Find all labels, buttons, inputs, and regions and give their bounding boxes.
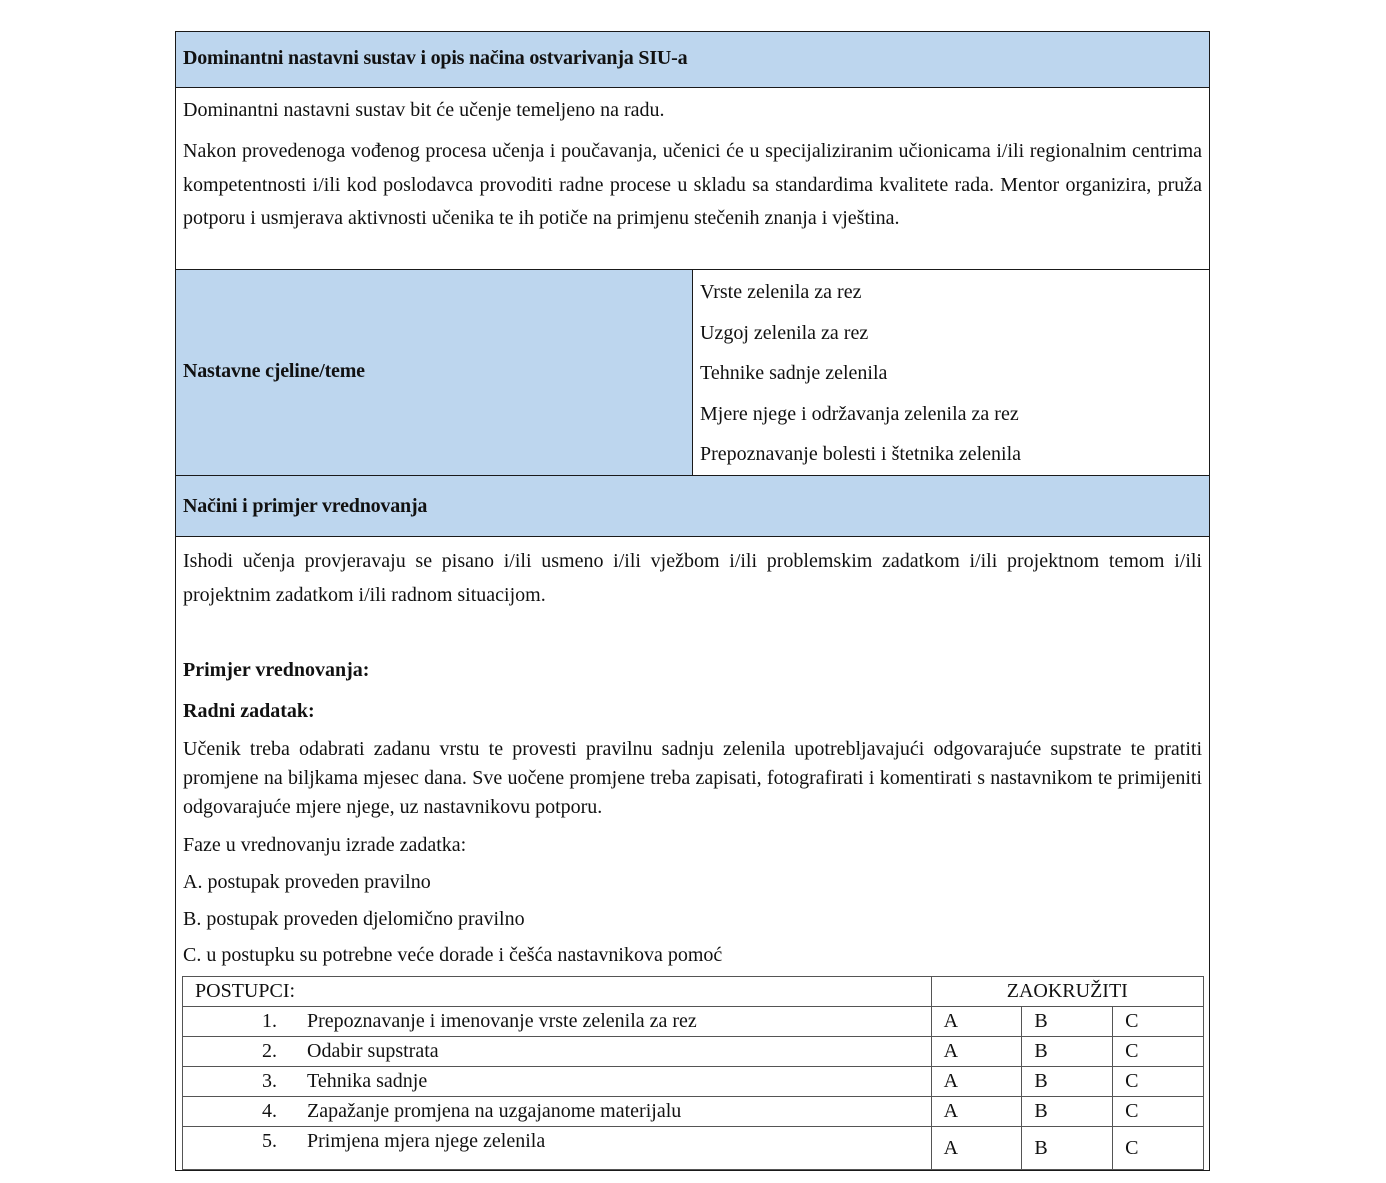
- table-row: [183, 1127, 1204, 1170]
- paragraph: Nakon provedenoga vođenog procesa učenja i poučavanja, učenici će u specijaliziranim učionicama i/ili regionalnim centrima kompetentnosti i/ili kod poslodavca provoditi radne procese u skladu sa standardima kvalitete rada. Mentor organizira, pruža potporu i usmjerava aktivnosti učenika te ih potiče na primjenu stečenih znanja i vještina.: [183, 140, 1202, 229]
- grade-a[interactable]: A: [931, 1007, 1022, 1037]
- table-row: [183, 1097, 1204, 1127]
- table-row: [183, 1007, 1204, 1037]
- grade-b[interactable]: B: [1022, 1067, 1113, 1097]
- grade-a[interactable]: A: [931, 1067, 1022, 1097]
- procedure-text: Primjena mjera njege zelenila: [307, 1130, 546, 1152]
- row-number: 5.: [262, 1130, 277, 1152]
- teaching-system-description: [176, 87, 1209, 269]
- topic-item: Prepoznavanje bolesti i štetnika zelenila: [700, 443, 1021, 465]
- table-header-row: [183, 977, 1204, 1007]
- phases-heading: Faze u vrednovanju izrade zadatka:: [183, 834, 467, 856]
- procedure-text: Zapažanje promjena na uzgajanome materijalu: [307, 1100, 682, 1122]
- table-row: [183, 1037, 1204, 1067]
- grade-c[interactable]: C: [1113, 1127, 1204, 1170]
- row-number: 3.: [262, 1070, 277, 1092]
- task-description: Učenik treba odabrati zadanu vrstu te provesti pravilnu sadnju zelenila upotrebljavajući odgovarajuće supstrate te pratiti promjene na biljkama mjesec dana. Sve uočene promjene treba zapisati, fotografirati i komentirati s nastavnikom te primijeniti odgovarajuće mjere njege, uz nastavnikovu potporu.: [183, 738, 1202, 818]
- row-number: 2.: [262, 1040, 277, 1062]
- topics-row: [176, 269, 1209, 475]
- procedure-text: Tehnika sadnje: [307, 1070, 428, 1092]
- procedure-text: Prepoznavanje i imenovanje vrste zelenila za rez: [307, 1010, 697, 1032]
- topics-label-cell: [176, 270, 693, 475]
- grade-c[interactable]: C: [1113, 1037, 1204, 1067]
- grade-b[interactable]: B: [1022, 1127, 1113, 1170]
- topics-label: Nastavne cjeline/teme: [183, 360, 365, 382]
- topic-item: Uzgoj zelenila za rez: [700, 322, 869, 344]
- topic-item: Vrste zelenila za rez: [700, 281, 862, 303]
- grade-a[interactable]: A: [931, 1097, 1022, 1127]
- grade-c[interactable]: C: [1113, 1097, 1204, 1127]
- phase-b: B. postupak proveden djelomično pravilno: [183, 908, 525, 930]
- grade-b[interactable]: B: [1022, 1007, 1113, 1037]
- section-heading: Načini i primjer vrednovanja: [183, 495, 428, 517]
- example-heading: Primjer vrednovanja:: [183, 659, 370, 681]
- table-row: [183, 1067, 1204, 1097]
- paragraph: Dominantni nastavni sustav bit će učenje temeljeno na radu.: [183, 99, 665, 121]
- procedure-text: Odabir supstrata: [307, 1040, 439, 1062]
- grade-b[interactable]: B: [1022, 1037, 1113, 1067]
- grade-a[interactable]: A: [931, 1127, 1022, 1170]
- task-heading: Radni zadatak:: [183, 700, 315, 722]
- row-number: 1.: [262, 1010, 277, 1032]
- section-header-evaluation: [176, 475, 1209, 536]
- grade-c[interactable]: C: [1113, 1007, 1204, 1037]
- grade-b[interactable]: B: [1022, 1097, 1113, 1127]
- section-header-teaching-system: [176, 32, 1209, 87]
- evaluation-intro: Ishodi učenja provjeravaju se pisano i/ili usmeno i/ili vježbom i/ili problemskim zadatkom i/ili projektnom temom i/ili projektnim zadatkom i/ili radnom situacijom.: [183, 550, 1202, 606]
- topic-item: Mjere njege i održavanja zelenila za rez: [700, 403, 1019, 425]
- procedures-header: POSTUPCI:: [183, 977, 932, 1007]
- circle-header: ZAOKRUŽITI: [931, 977, 1203, 1007]
- phase-c: C. u postupku su potrebne veće dorade i češća nastavnikova pomoć: [183, 944, 723, 966]
- phase-a: A. postupak proveden pravilno: [183, 871, 431, 893]
- curriculum-table: [175, 31, 1210, 1171]
- section-heading: Dominantni nastavni sustav i opis načina ostvarivanja SIU-a: [183, 47, 688, 69]
- evaluation-checklist-table: [182, 976, 1204, 1170]
- topic-item: Tehnike sadnje zelenila: [700, 362, 888, 384]
- grade-a[interactable]: A: [931, 1037, 1022, 1067]
- row-number: 4.: [262, 1100, 277, 1122]
- grade-c[interactable]: C: [1113, 1067, 1204, 1097]
